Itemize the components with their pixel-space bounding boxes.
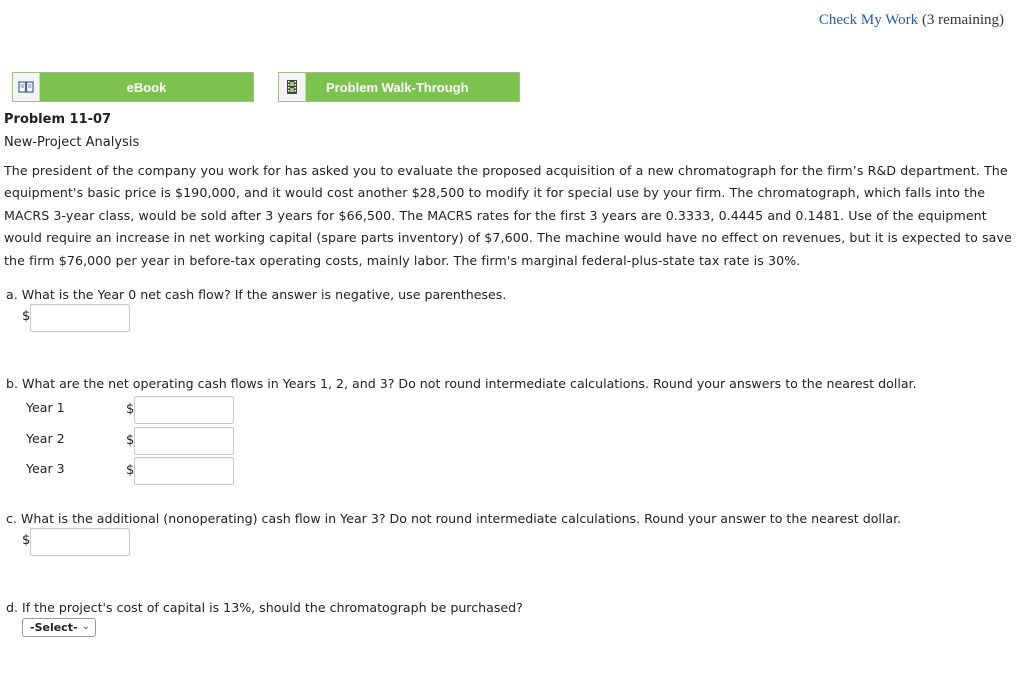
currency-symbol: $ <box>126 433 135 448</box>
currency-symbol: $ <box>22 309 31 324</box>
check-my-work <box>819 12 1004 29</box>
chevron-down-icon: ⌄ <box>81 621 90 632</box>
problem-subtitle: New-Project Analysis <box>4 135 140 150</box>
purchase-decision-select[interactable] <box>22 618 96 637</box>
question-c: c. What is the additional (nonoperating) cash flow in Year 3? Do not round intermediate calculations. Round your answer to the nearest dollar. <box>6 511 902 526</box>
currency-symbol: $ <box>126 402 135 417</box>
question-d: d. If the project's cost of capital is 13%, should the chromatograph be purchased? <box>6 600 523 615</box>
ebook-label: eBook <box>40 73 253 101</box>
year3-cash-flow-input[interactable] <box>134 457 234 485</box>
year1-cash-flow-input[interactable] <box>134 396 234 424</box>
year3-nonoperating-cash-flow-input[interactable] <box>30 528 130 556</box>
question-b: b. What are the net operating cash flows in Years 1, 2, and 3? Do not round intermediate calculations. Round your answers to the nearest dollar. <box>6 376 917 391</box>
problem-walkthrough-button[interactable] <box>278 72 520 102</box>
select-value: -Select- <box>30 621 78 634</box>
ebook-button[interactable] <box>12 72 254 102</box>
problem-statement: The president of the company you work for has asked you to evaluate the proposed acquisition of a new chromatograph for the firm’s R&D department. The equipment's basic price is $190,000, and it would cost another $28,500 to modify it for special use by your firm. The chromatograph, which falls into the MACRS 3-year class, would be sold after 3 years for $66,500. The MACRS rates for the first 3 years are 0.3333, 0.4445 and 0.1481. Use of the equipment would require an increase in net working capital (spare parts inventory) of $7,600. The machine would have no effect on revenues, but it is expected to save the firm $76,000 per year in before-tax operating costs, mainly labor. The firm's marginal federal-plus-state tax rate is 30%. <box>4 163 1012 268</box>
question-a: a. What is the Year 0 net cash flow? If the answer is negative, use parentheses. <box>6 287 507 302</box>
film-icon <box>279 73 306 101</box>
year0-cash-flow-input[interactable] <box>30 304 130 332</box>
year2-cash-flow-input[interactable] <box>134 427 234 455</box>
problem-title: Problem 11-07 <box>4 112 112 127</box>
year-3-label: Year 3 <box>26 461 65 476</box>
check-my-work-link[interactable]: Check My Work <box>818 12 919 28</box>
book-icon <box>13 73 40 101</box>
remaining-count: (3 remaining) <box>918 12 1004 28</box>
currency-symbol: $ <box>22 533 31 548</box>
year-2-label: Year 2 <box>26 431 65 446</box>
walkthrough-label: Problem Walk-Through <box>306 73 519 101</box>
year-1-label: Year 1 <box>26 400 65 415</box>
currency-symbol: $ <box>126 463 135 478</box>
